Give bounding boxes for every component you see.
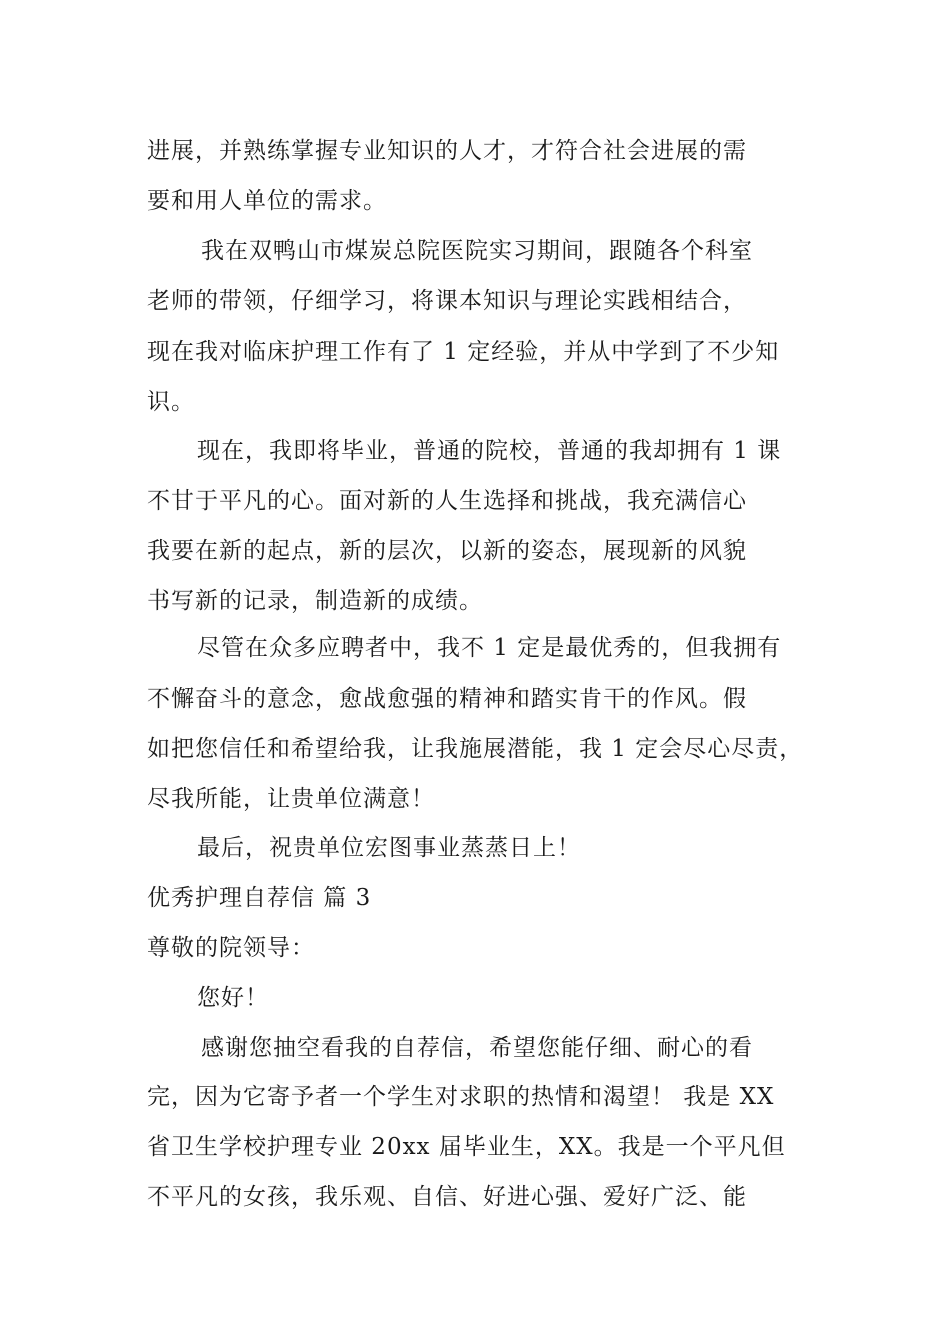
- salutation: 尊敬的院领导：: [147, 935, 315, 961]
- paragraph-line: 尽我所能，让贵单位满意！: [147, 786, 435, 812]
- paragraph-line: 省卫生学校护理专业 20xx 届毕业生，XX。我是一个平凡但: [147, 1134, 786, 1160]
- paragraph-line: 尽管在众多应聘者中，我不 1 定是最优秀的，但我拥有: [197, 635, 782, 661]
- paragraph-line: 不懈奋斗的意念，愈战愈强的精神和踏实肯干的作风。假: [147, 686, 747, 712]
- paragraph-line: 老师的带领，仔细学习，将课本知识与理论实践相结合，: [147, 288, 747, 314]
- paragraph-line: 完，因为它寄予者一个学生对求职的热情和渴望！ 我是 XX: [147, 1084, 775, 1110]
- paragraph-line: 书写新的记录，制造新的成绩。: [147, 588, 483, 614]
- paragraph-line: 现在，我即将毕业，普通的院校，普通的我却拥有 1 课: [197, 438, 782, 464]
- paragraph-line: 识。: [147, 389, 195, 415]
- paragraph-line: 不平凡的女孩，我乐观、自信、好进心强、爱好广泛、能: [147, 1184, 747, 1210]
- paragraph-line: 要和用人单位的需求。: [147, 188, 387, 214]
- paragraph-line: 如把您信任和希望给我，让我施展潜能，我 1 定会尽心尽责，: [147, 736, 804, 762]
- paragraph-line: 现在我对临床护理工作有了 1 定经验，并从中学到了不少知: [147, 339, 780, 365]
- paragraph-line: 不甘于平凡的心。面对新的人生选择和挑战，我充满信心: [147, 488, 747, 514]
- section-heading: 优秀护理自荐信 篇 3: [147, 885, 372, 911]
- paragraph-line: 感谢您抽空看我的自荐信，希望您能仔细、耐心的看: [201, 1035, 753, 1061]
- paragraph-line: 进展，并熟练掌握专业知识的人才，才符合社会进展的需: [147, 138, 747, 164]
- greeting: 您好！: [197, 985, 269, 1011]
- paragraph-line: 我要在新的起点，新的层次，以新的姿态，展现新的风貌: [147, 538, 747, 564]
- paragraph-line: 我在双鸭山市煤炭总院医院实习期间，跟随各个科室: [201, 238, 753, 264]
- paragraph-line: 最后，祝贵单位宏图事业蒸蒸日上！: [197, 835, 581, 861]
